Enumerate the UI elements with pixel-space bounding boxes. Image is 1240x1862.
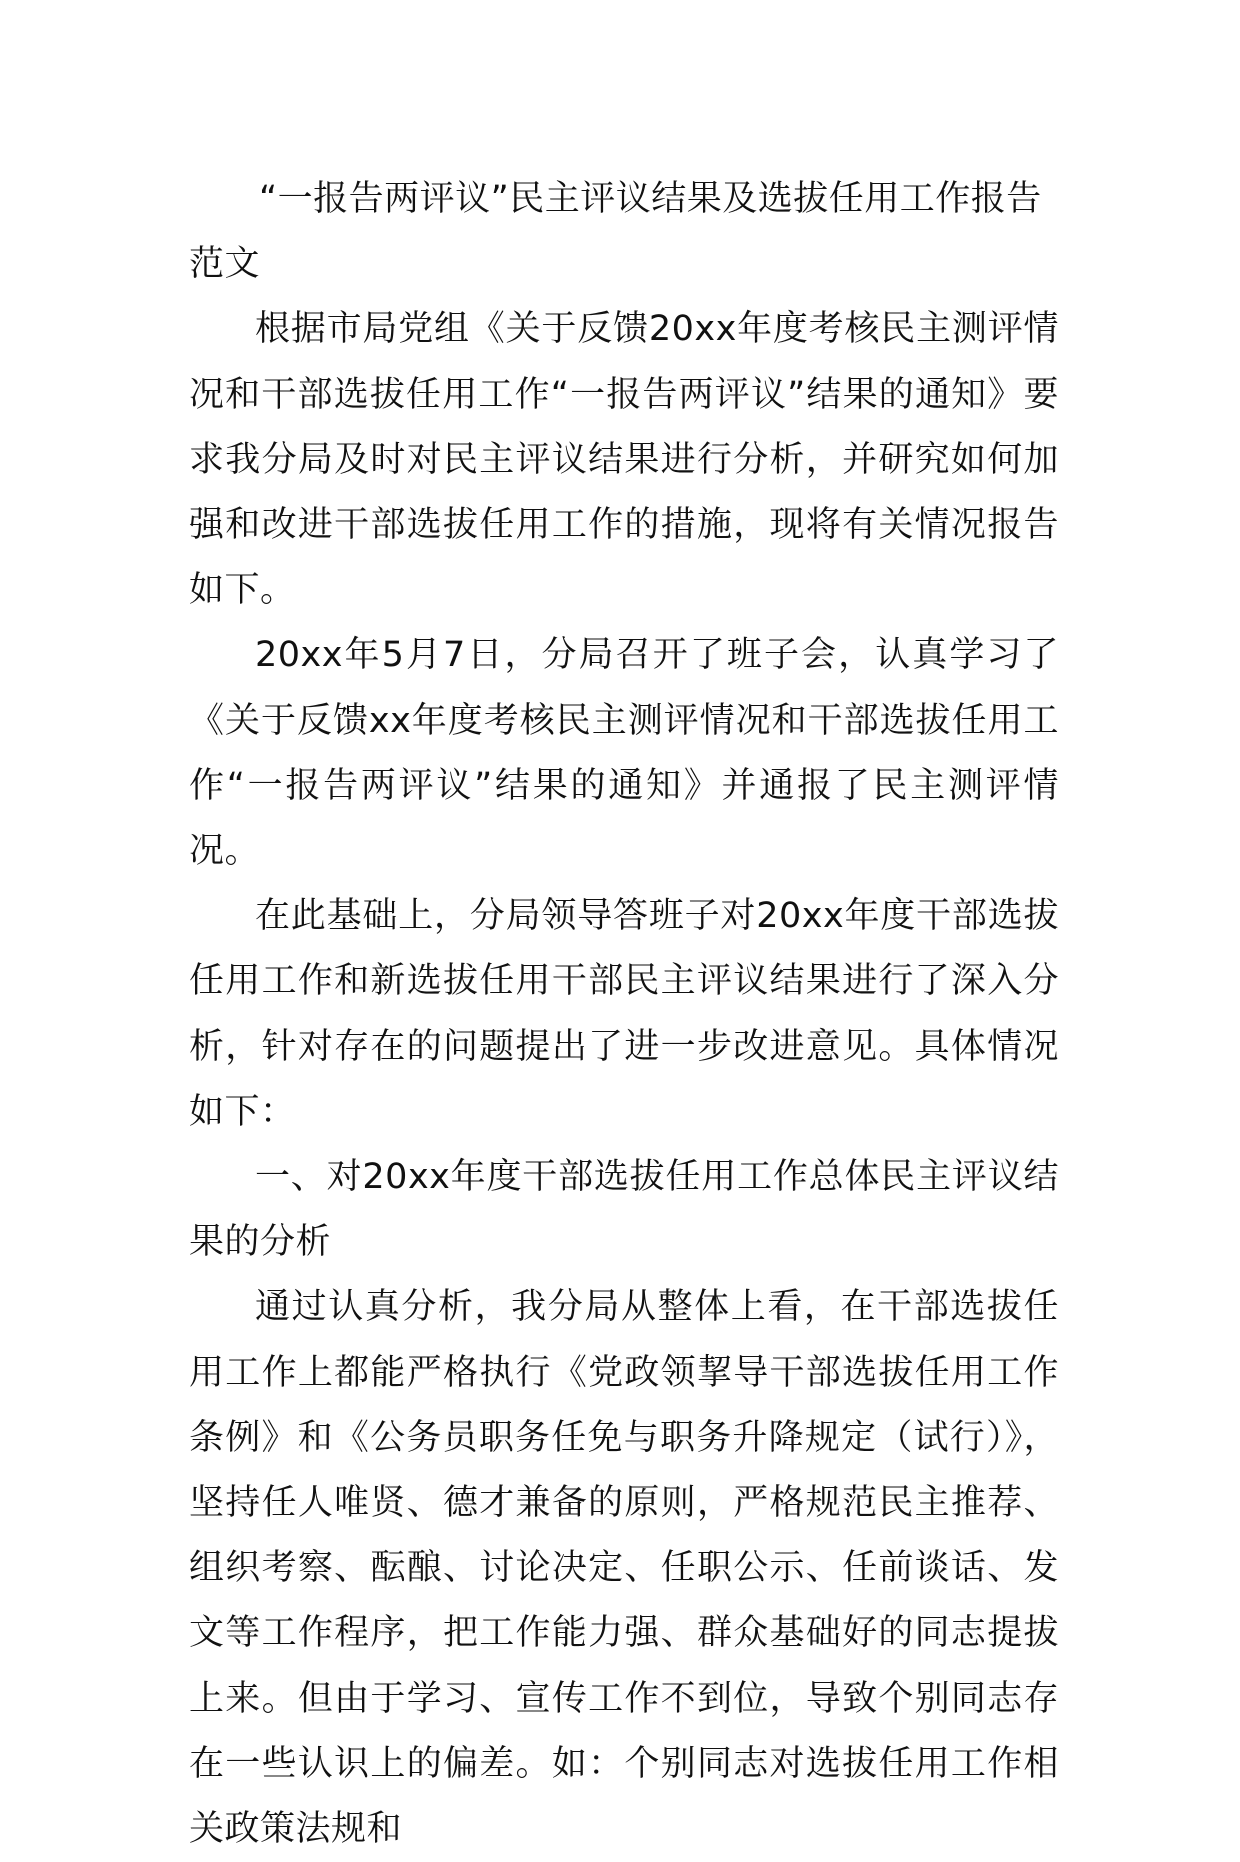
paragraph-3: 在此基础上，分局领导答班子对20xx年度干部选拔任用工作和新选拔任用干部民主评议结果进行了深入分析，针对存在的问题提出了进一步改进意见。具体情况如下： — [189, 896, 1059, 1132]
section-heading-1: 一、对20xx年度干部选拔任用工作总体民主评议结果的分析 — [189, 1157, 1059, 1263]
paragraph-4: 通过认真分析，我分局从整体上看，在干部选拔任用工作上都能严格执行《党政领挈导干部选拔任用工作条例》和《公务员职务任免与职务升降规定（试行）》，坚持任人唯贤、德才兼备的原则，严格规范民主推荐、组织考察、酝酿、讨论决定、任职公示、任前谈话、发文等工作程序，把工作能力强、群众基础好的同志提拔上来。但由于学习、宣传工作不到位，导致个别同志存在一些认识上的偏差。如：个别同志对选拔任用工作相关政策法规和 — [189, 1287, 1059, 1850]
paragraph-2: 20xx年5月7日，分局召开了班子会，认真学习了《关于反馈xx年度考核民主测评情况和干部选拔任用工作“一报告两评议”结果的通知》并通报了民主测评情况。 — [189, 635, 1059, 872]
paragraph-1: 根据市局党组《关于反馈20xx年度考核民主测评情况和干部选拔任用工作“一报告两评议”结果的通知》要求我分局及时对民主评议结果进行分析，并研究如何加强和改进干部选拔任用工作的措施，现将有关情况报告如下。 — [189, 309, 1059, 611]
document-title: “一报告两评议”民主评议结果及选拔任用工作报告范文 — [189, 179, 1042, 285]
document-body — [189, 167, 1059, 1862]
